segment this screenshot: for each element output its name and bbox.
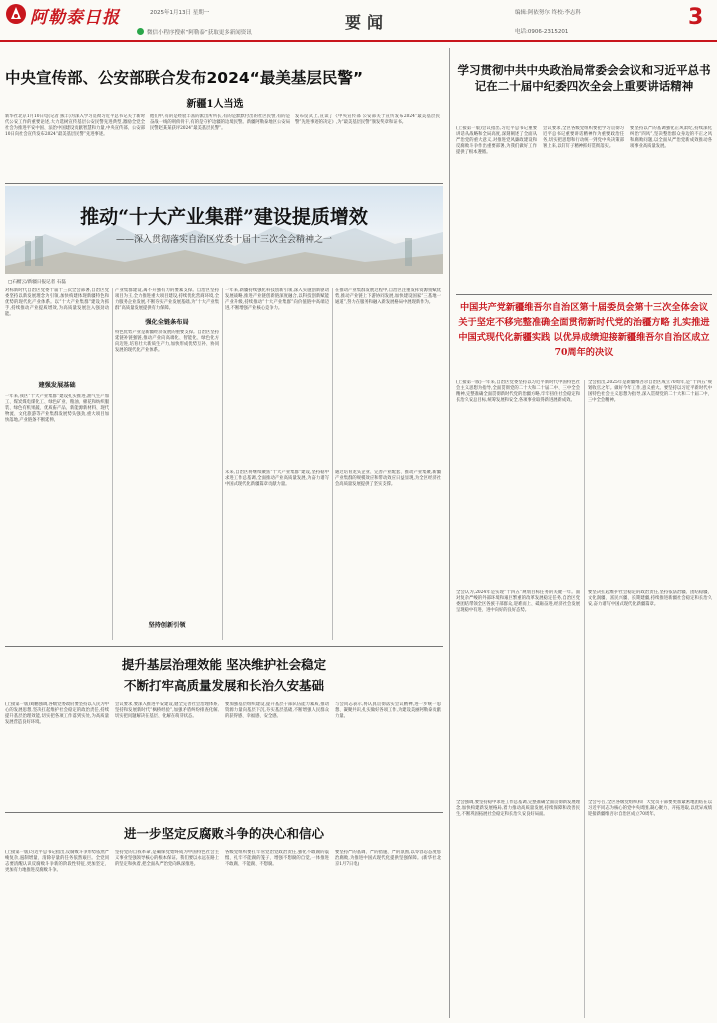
plenum-col1b: 全会认为,2024年是实现“十四五”规划目标任务的关键一年。面对复杂严峻的外部环境和艰巨繁重的改革发展稳定任务,自治区党委团结带领全区各族干部群众,迎难而上、砥砺奋进,经济社会发展呈现稳中有进、进中向好的良好态势。: [456, 590, 580, 614]
industry-col4: 在推动产业集群发展过程中,自治区注重发挥资源禀赋优势,推动产业链上下游协同发展,加快建设国家“三基地一通道”,努力在服务和融入新发展格局中展现新作为。: [335, 288, 441, 306]
ccdi-col2: 会议要求,全区各级党组织要把学习贯彻习近平总书记重要讲话精神作为重要政治任务,切实把思想和行动统一到党中央决策部署上来,以钉钉子精神抓好贯彻落实。: [543, 126, 624, 150]
plenum-col2: 全会指出,2025年是新疆维吾尔自治区成立70周年,是“十四五”规划收官之年。做好今年工作,意义重大。要坚持以习近平新时代中国特色社会主义思想为指导,深入贯彻党的二十大和二十届二中、三中全会精神。: [588, 380, 712, 404]
ccdi-col1: (上接第一版)会议指出,习近平总书记重要讲话从战略和全局高度,深刻阐述了全面从严治党的重大意义,对推进党风廉政建设和反腐败斗争作出重要部署,为我们做好工作提供了根本遵循。: [456, 126, 537, 156]
governance-subhead: 不断打牢高质量发展和长治久安基础: [123, 678, 324, 693]
anticorruption-col3: 各级党组织要扛牢管党治党政治责任,强化不敢腐的震慑、扎牢不能腐的笼子、增强不想腐的自觉,一体推进不敢腐、不能腐、不想腐。: [225, 850, 329, 868]
industry-byline: □石榴云/新疆日报记者 石磊: [8, 280, 66, 285]
masthead: [0, 0, 717, 42]
industry-kicker: 推动“十大产业集群”建设提质增效: [80, 206, 368, 228]
wechat-line: 微信小程序搜索“阿勒泰”获取更多新闻资讯: [147, 30, 252, 36]
page-number: 3: [688, 5, 704, 30]
industry-subhead-2: 强化全链条布局: [115, 317, 219, 326]
role-models-col2: 他们中,有的是经验丰富的派出所所长,有的是默默付出的社区民警,有的是奋战一线的刑侦骨干,有的是守护边疆的边境民警。新疆阿勒泰地区公安局民警赵某某获评2024“最美基层民警”。: [150, 114, 290, 132]
anticorruption-col4: 要坚持严的基调、严的措施、严的氛围,以零容忍态度惩治腐败,为推进中国式现代化提供坚强保障。(新华社北京1月7日电): [335, 850, 441, 868]
industry-subtitle: ——深入贯彻落实自治区党委十届十三次全会精神之一: [115, 235, 332, 245]
plenum-col1c: 全会强调,要坚持稳中求进工作总基调,完整准确全面贯彻新发展理念,加快构建新发展格局,着力推动高质量发展,持续保障和改善民生,不断巩固拓展社会稳定和长治久安良好局面。: [456, 800, 580, 818]
industry-subhead-3: 坚持创新引领: [148, 622, 186, 629]
governance-col4: 与会同志表示,将认真贯彻落实会议精神,进一步统一思想、凝聚共识,扎实做好各项工作,为建设美丽阿勒泰贡献力量。: [335, 702, 441, 720]
wechat-icon: [137, 28, 144, 35]
plenum-col2b: 要坚决扛起维护社会稳定的政治责任,坚持依法治疆、团结稳疆、文化润疆、富民兴疆、长期建疆,持续推进新疆社会稳定和长治久安,奋力谱写中国式现代化新疆篇章。: [588, 590, 712, 608]
industry-col3: 一年来,新疆持续强化科技创新引领,深入实施创新驱动发展战略,推进产业链创新链深度融合,以科技创新赋能产业升级,持续推动“十大产业集群”向价值链中高端迈进,不断增强产业核心竞争力。: [225, 288, 329, 312]
anticorruption-headline: 进一步坚定反腐败斗争的决心和信心: [123, 826, 324, 841]
governance-col1: (上接第一版)刘鹏强调,各级党委政府要坚持以人民为中心的发展思想,坚决扛起维护社会稳定的政治责任,持续提升基层治理效能,切实把各项工作落到实处,为高质量发展营造良好环境。: [5, 702, 109, 726]
paper-name: 阿勒泰日报: [30, 8, 120, 28]
industry-subhead-1: 建强发展基础: [38, 382, 76, 389]
industry-col2b: 特色优势产业是新疆经济发展的重要支撑。自治区坚持延链补链强链,推动产业向高端化、智能化、绿色化方向迈进,培育壮大新质生产力,加快形成优势互补、协同发展的现代化产业体系。: [115, 330, 219, 354]
governance-headline: 提升基层治理效能 坚决维护社会稳定: [121, 657, 327, 672]
ccdi-headline: 学习贯彻中共中央政治局常委会会议和习近平总书记在二十届中纪委四次全会上重要讲话精神: [457, 63, 711, 93]
anticorruption-col1: (上接第一版)习近平总书记指出,反腐败斗争形势依然严峻复杂,遏制增量、清除存量的任务依然艰巨。全党同志要清醒认识反腐败斗争新的阶段性特征,更加坚定、更加有力地推进反腐败斗争。: [5, 850, 109, 874]
banner-landscape-icon: [5, 186, 443, 274]
plenum-col2c: 全会号召,全区各级党组织和广大党员干部要更加紧密地团结在以习近平同志为核心的党中央周围,凝心聚力、开拓进取,以优异成绩迎接新疆维吾尔自治区成立70周年。: [588, 800, 712, 818]
phone-line: 电话:0906-2315201: [515, 29, 569, 35]
plenum-col1: (上接第一版)一年来,自治区党委坚持以习近平新时代中国特色社会主义思想为指导,全面贯彻党的二十大和二十届二中、三中全会精神,完整准确全面贯彻新时代党的治疆方略,牢牢扭住社会稳定和长治久安总目标,统筹发展和安全,各项事业取得新进展新成效。: [456, 380, 580, 404]
governance-col2: 会议要求,要深入推进平安建设,健全完善社会治理体系,坚持和发展新时代“枫桥经验”,加强矛盾纠纷排查化解,切实把问题解决在基层、化解在萌芽状态。: [115, 702, 219, 720]
industry-col1b: 一年来,我区“十大产业集群”建设扎实推进,油气生产加工、煤炭煤电煤化工、绿色矿业、粮油、棉花和纺织服装、绿色有机果蔬、优质畜产品、新能源新材料、现代物流、文化旅游等产业集群发展势头强劲,重大项目加快落地,产业链条不断延伸。: [5, 394, 109, 424]
industry-col1: 对标新时代自治区党委十届十三次全会部署,自治区党委坚持以新发展理念为引领,加快构建体现新疆特色和优势的现代化产业体系。以“十大产业集群”建设为抓手,持续推动产业提质增效,为高质量发展注入强劲动能。: [5, 288, 109, 318]
role-models-col1: 新华社北京1月10日电(记者 熊丰)为深入学习贯彻习近平总书记关于新时代公安工作的重要论述,大力选树宣传基层公安民警先进典型,激励全党全社会为推进平安中国、法治中国建设贡献智慧和力量,中央宣传部、公安部10日向社会宣传发布2024“最美基层民警”先进事迹。: [5, 114, 145, 138]
industry-col2: 产业集群建设,离不开强有力的要素支撑。自治区坚持项目为王,全力推进重大项目建设,持续优化营商环境,全力服务企业发展,不断夯实产业发展基础,为“十大产业集群”高质量发展提供有力保障。: [115, 288, 219, 312]
plenum-headline: 中国共产党新疆维吾尔自治区第十届委员会第十三次全体会议 关于坚定不移完整准确全面贯彻新时代党的治疆方略 扎实推进中国式现代化新疆实践 以优异成绩迎接新疆维吾尔自治区成立70周年的决议: [458, 302, 710, 358]
industry-banner: [5, 186, 443, 274]
industry-col4b: 通过培育龙头企业、完善产业配套、推动产业集聚,新疆产业集群的规模效应和带动效应日益显现,为全区经济社会高质量发展提供了坚实支撑。: [335, 470, 441, 488]
industry-col3b: 未来,自治区将继续聚焦“十大产业集群”建设,坚持稳中求进工作总基调,全面推动产业高质量发展,为奋力谱写中国式现代化新疆篇章贡献力量。: [225, 470, 329, 488]
editor-line: 编辑:阿依努尔 终校:李志科: [515, 10, 581, 16]
ccdi-col3: 要坚持以严的基调强化正风肃纪,持续深化纠治“四风”,坚决整治群众身边的不正之风和腐败问题,以全面从严治党新成效推动各项事业高质量发展。: [630, 126, 712, 150]
role-models-subhead: 新疆1人当选: [186, 99, 244, 110]
governance-col3: 要加强基层组织建设,提升基层干部队伍能力素质,推动资源力量向基层下沉,夯实基层基础,不断增强人民群众的获得感、幸福感、安全感。: [225, 702, 329, 720]
anticorruption-col2: 坚持党的自我革命,是确保党始终成为中国特色社会主义事业坚强领导核心的根本保证。我们要以永远在路上的坚定和执着,把全面从严治党向纵深推进。: [115, 850, 219, 868]
date-line: 2025年1月13日 星期一: [150, 10, 210, 16]
section-title: 要闻: [345, 13, 390, 32]
paper-logo-icon: [6, 4, 26, 24]
role-models-col3: 发布仪式上,宣读了《中央宣传部 公安部关于宣传发布2024“最美基层民警”先进事迹的决定》,为“最美基层民警”颁发奖章和证书。: [295, 114, 440, 126]
role-models-headline: 中央宣传部、公安部联合发布2024“最美基层民警”: [5, 69, 364, 87]
